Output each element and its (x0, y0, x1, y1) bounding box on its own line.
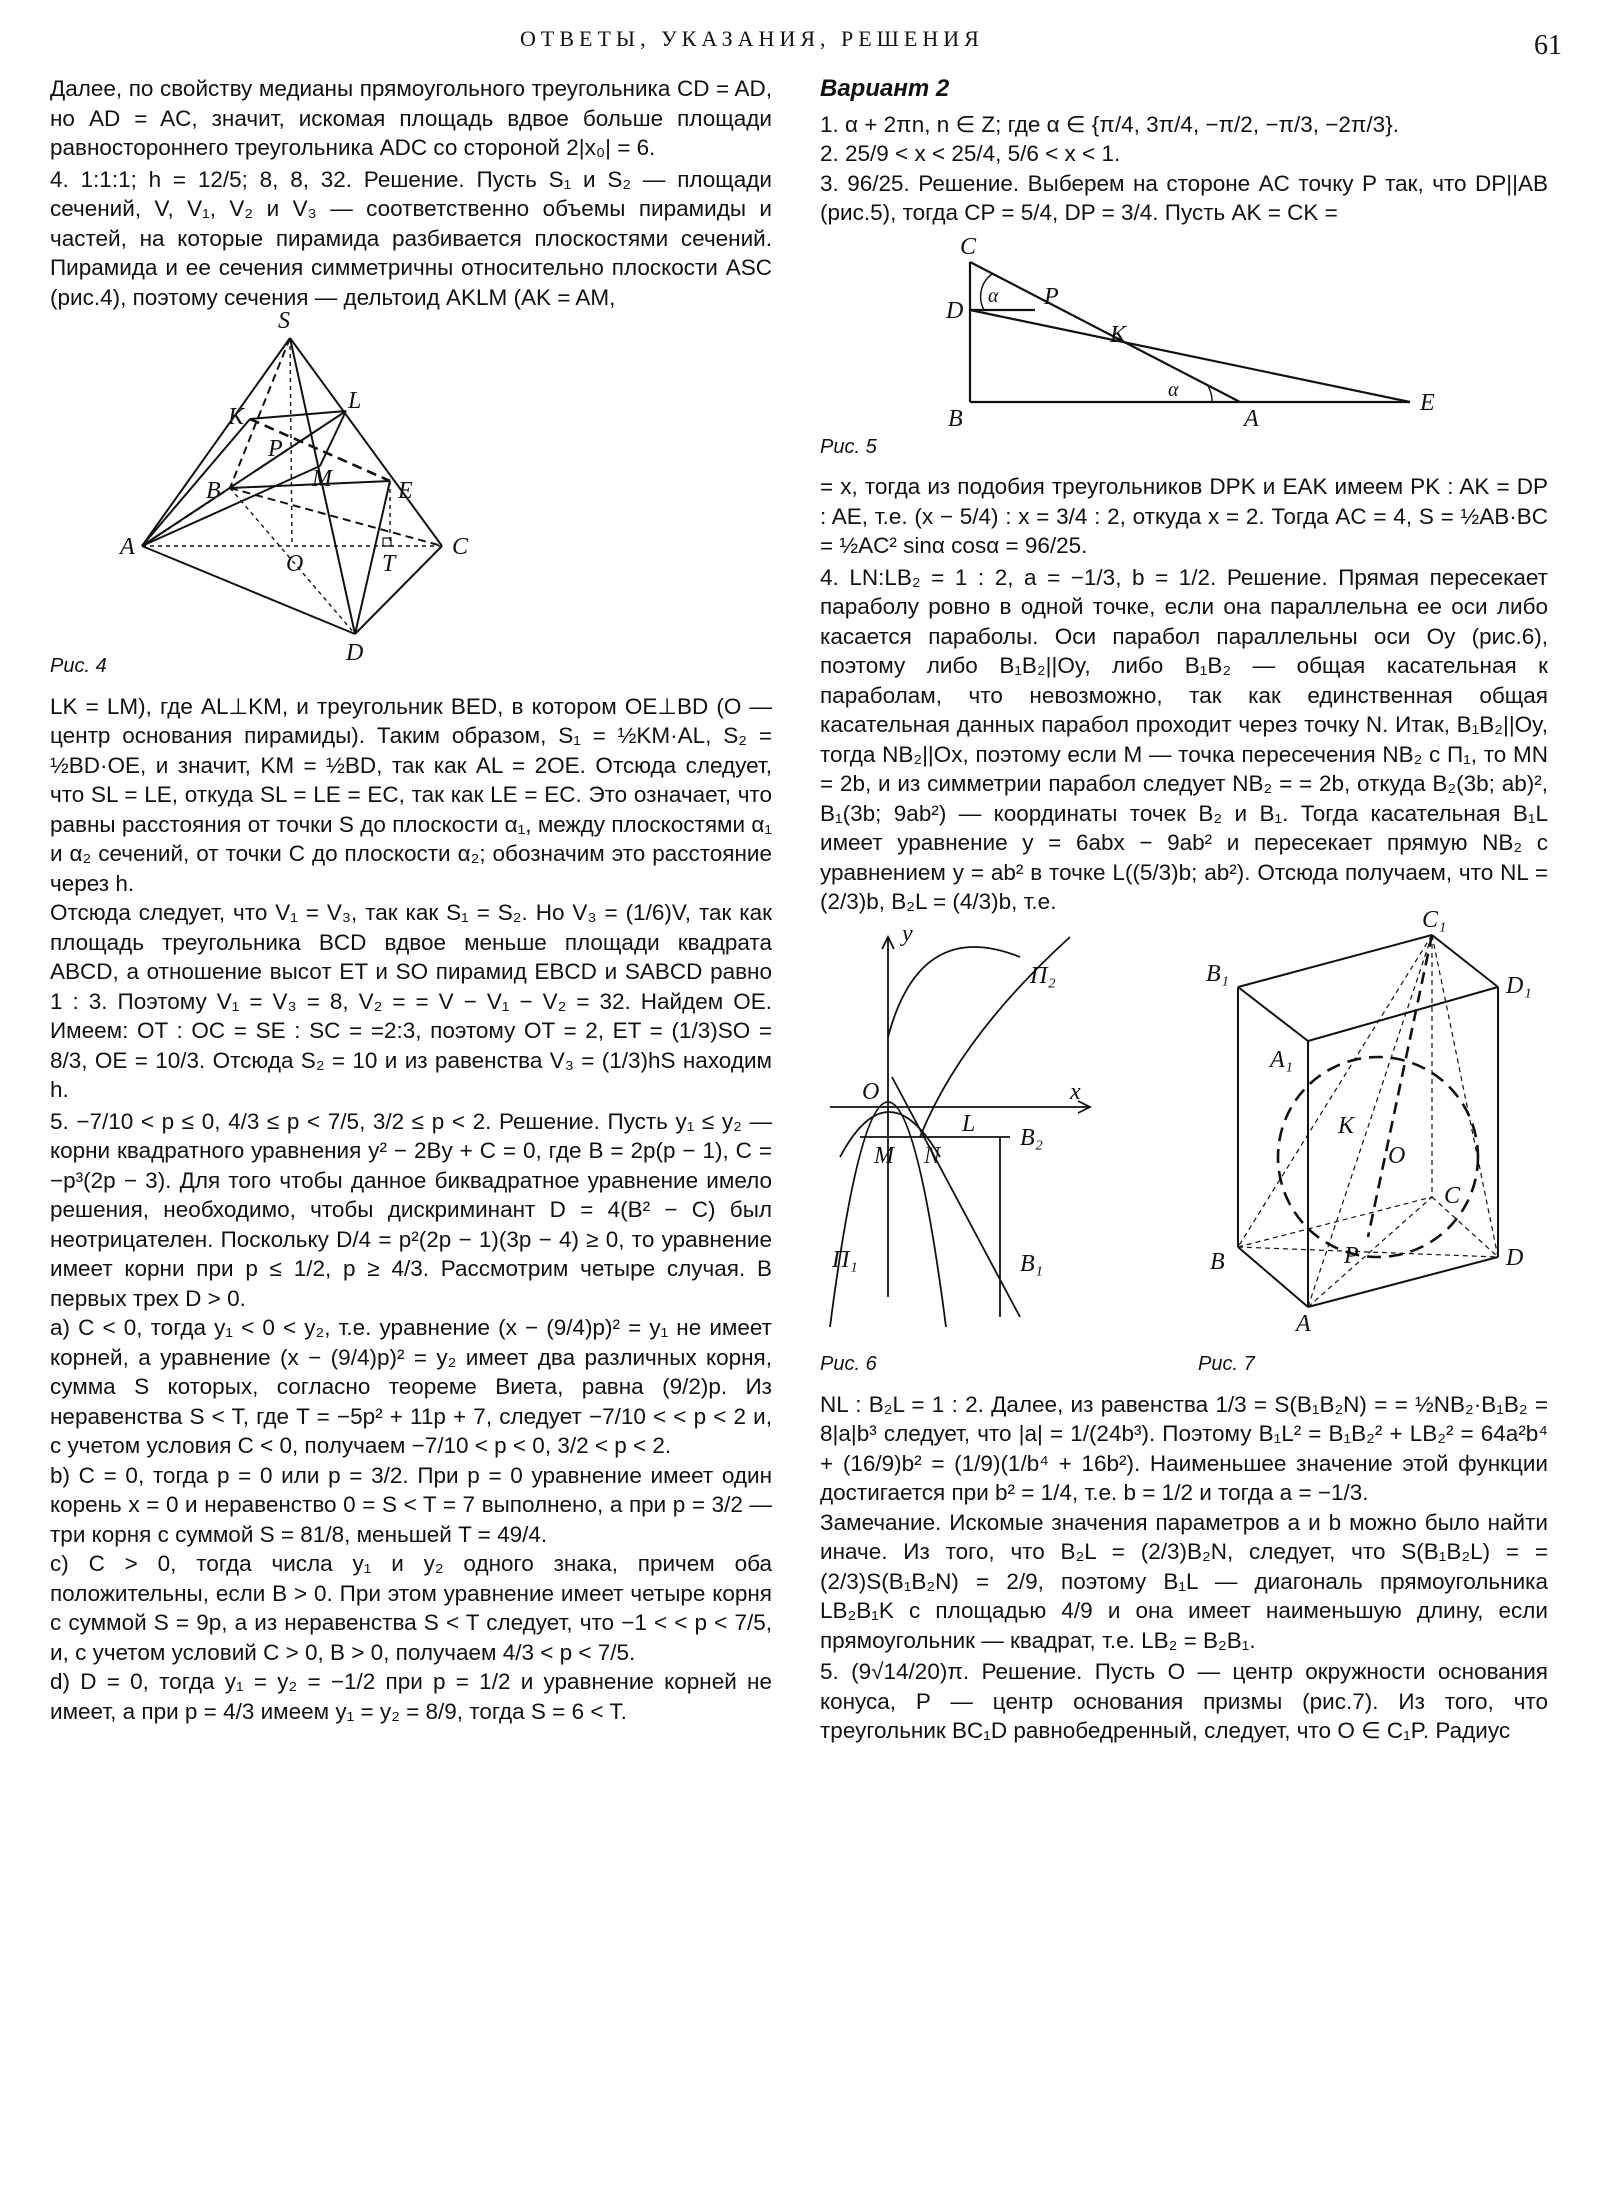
case-c: c) C > 0, тогда числа y₁ и y₂ одного знака, причем оба положительны, если B > 0. При этом уравнение имеет четыре корня с суммой S = 9p, а из неравенства S < T следует, что −1 < < p < 7/5, и, с учетом условий C > 0, B > 0, получаем 4/3 < p < 7/5. (50, 1551, 772, 1665)
fig5-label-K: K (1110, 321, 1127, 348)
answer-4: 4. LN:LB₂ = 1 : 2, a = −1/3, b = 1/2. Решение. Прямая пересекает параболу ровно в одной точке, если она параллельна ее оси либо касается параболы. Оси парабол параллельны оси Oy (рис.6), поэтому либо B₁B₂||Oy, либо B₁B₂ — общая касательная к параболам, что невозможно, так как единственная общая касательная данных парабол проходит через точку N. Итак, B₁B₂||Oy, тогда NB₂||Ox, поэтому если M — точка пересечения NB₂ с Π₁, то MN = 2b, и из симметрии парабол следует NB₂ = = 2b, откуда B₂(3b; ab)², B₁(3b; 9ab²) — координаты точек B₂ и B₁. Тогда касательная B₁L имеет уравнение y = 6abx − 9ab² и пересекает прямую NB₂ с уравнением y = ab² в точке L((5/3)b; ab²). Отсюда получаем, что NL = (2/3)b, B₂L = (4/3)b, т.е. (820, 564, 1548, 914)
fig4-label-L: L (348, 388, 362, 414)
triangle-diagram (820, 232, 1548, 432)
answer-3-cont: = x, тогда из подобия треугольников DPK и EAK имеем PK : AK = DP : AE, т.е. (x − 5/4) : x = 3/4 : 2, откуда x = 2. Тогда AC = 4, S = ½AB·BC = ½AC² sinα cosα = 96/25. (820, 474, 1548, 558)
fig6-label-N: N (924, 1142, 941, 1169)
answer-5: 5. −7/10 < p ≤ 0, 4/3 ≤ p < 7/5, 3/2 ≤ p < 2. Решение. Пусть y₁ ≤ y₂ — корни квадратного уравнения y² − 2By + C = 0, где B = 2p(p − 1), C = −p³(2p − 3). Для того чтобы данное биквадратное уравнение имело решения, необходимо, чтобы дискриминант D = 4(B² − C) был неотрицателен. Поскольку D/4 = p²(2p − 1)(3p − 4) ≥ 0, то уравнение имеет корни при p ≤ 1/2, p ≥ 4/3. Рассмотрим четыре случая. В первых трех D > 0. (50, 1108, 772, 1311)
fig4-label-B: B (206, 478, 221, 504)
fig5-label-A: A (1244, 405, 1259, 432)
fig5-label-P: P (1044, 283, 1059, 310)
answer-3: 3. 96/25. Решение. Выберем на стороне AC точку P так, что DP||AB (рис.5), тогда CP = 5/4, DP = 3/4. Пусть AK = CK = (820, 170, 1548, 225)
figures-6-7 (820, 906, 1548, 1390)
fig4-label-O: O (286, 551, 304, 577)
fig6-label-Pi2: Π₂ (1030, 962, 1056, 989)
figure-6-caption: Рис. 6 (820, 1353, 877, 1375)
figure-5-caption: Рис. 5 (820, 435, 877, 458)
fig6-label-x: x (1070, 1078, 1081, 1105)
fig4-label-M: M (312, 466, 332, 492)
parabola-diagram (820, 917, 1120, 1337)
fig7-label-O: O (1388, 1142, 1406, 1169)
case-d: d) D = 0, тогда y₁ = y₂ = −1/2 при p = 1/2 и уравнение корней не имеет, а при p = 4/3 имеем y₁ = y₂ = 8/9, тогда S = 6 < T. (50, 1669, 772, 1724)
answer-4: 4. 1:1:1; h = 12/5; 8, 8, 32. Решение. Пусть S₁ и S₂ — площади сечений, V, V₁, V₂ и V₃ — соответственно объемы пирамиды и частей, на которые пирамида разбивается плоскостями сечений. Пирамида и ее сечения симметричны относительно плоскости ASC (рис.4), поэтому сечения — дельтоид AKLM (AK = AM, (50, 166, 772, 310)
answer-2: 2. 25/9 < x < 25/4, 5/6 < x < 1. (820, 141, 1121, 166)
case-a: a) C < 0, тогда y₁ < 0 < y₂, т.е. уравнение (x − (9/4)p)² = y₁ не имеет корней, а уравнение (x − (9/4)p)² = y₂ имеет два различных корня, сумма S которых, согласно теореме Виета, равна (9/2)p. Из неравенства S < T, где T = −5p² + 11p + 7, следует −7/10 < < p < 2 и, с учетом условия C < 0, получаем −7/10 < p < 0, 3/2 < p < 2. (50, 1315, 772, 1458)
fig6-label-L: L (962, 1110, 976, 1137)
left-column (50, 74, 772, 1726)
paragraph: Отсюда следует, что V₁ = V₃, так как S₁ = S₂. Но V₃ = (1/6)V, так как площадь треугольника BCD вдвое меньше площади квадрата ABCD, а отношение высот ET и SO пирамид EBCD и SABCD равно 1 : 3. Поэтому V₁ = V₃ = 8, V₂ = = V − V₁ − V₂ = 32. Найдем OE. Имеем: OT : OC = SE : SC = =2:3, поэтому OT = 2, ET = (1/3)SO = 8/3, OE = 10/3. Отсюда S₂ = 10 и из равенства V₃ = (1/3)hS находим h. (50, 900, 772, 1102)
fig7-label-K: K (1338, 1112, 1355, 1139)
fig7-label-C: C (1444, 1182, 1461, 1209)
case-b: b) C = 0, тогда p = 0 или p = 3/2. При p = 0 уравнение имеет один корень x = 0 и неравенство 0 = S < T = 7 выполнено, а при p = 3/2 — три корня с суммой S = 81/8, меньшей T = 49/4. (50, 1462, 772, 1547)
fig7-label-D: D (1506, 1244, 1524, 1271)
figure-7-caption: Рис. 7 (1198, 1353, 1255, 1375)
paragraph: LK = LM), где AL⊥KM, и треугольник BED, в котором OE⊥BD (O — центр основания пирамиды). Таким образом, S₁ = ½KM·AL, S₂ = ½BD·OE, и значит, KM = ½BD, так как AL = 2OE. Отсюда следует, что SL = LE, откуда SL = LE = EC, так как LE = EC. Это означает, что равны расстояния от точки S до плоскости α₁, между плоскостями α₁ и α₂ сечений, от точки C до плоскости α₂; обозначим это расстояние через h. (50, 693, 772, 896)
figure-4-caption: Рис. 4 (50, 655, 107, 677)
fig7-label-P: P (1344, 1242, 1359, 1269)
fig6-label-B1: B₁ (1020, 1250, 1044, 1277)
fig7-label-C1: C₁ (1422, 906, 1447, 933)
fig4-label-C: C (452, 534, 469, 560)
fig6-label-B2: B₂ (1020, 1124, 1044, 1151)
variant-heading: Вариант 2 (820, 75, 950, 102)
fig6-label-y: y (902, 920, 913, 947)
fig7-label-B: B (1210, 1248, 1225, 1275)
right-column (820, 74, 1548, 1746)
running-head: ОТВЕТЫ, УКАЗАНИЯ, РЕШЕНИЯ (520, 26, 984, 51)
fig5-label-alpha-bottom: α (1168, 378, 1179, 401)
fig5-label-C: C (960, 233, 977, 260)
fig4-label-S: S (278, 308, 290, 334)
fig4-label-E: E (398, 478, 413, 504)
fig4-label-T: T (382, 551, 396, 577)
fig7-label-A: A (1296, 1310, 1311, 1337)
figure-5 (820, 232, 1548, 432)
paragraph: Далее, по свойству медианы прямоугольного треугольника CD = AD, но AD = AC, значит, искомая площадь вдвое больше площади равностороннего треугольника ADC со стороной 2|x₀| = 6. (50, 76, 772, 160)
fig6-label-O: O (862, 1078, 880, 1105)
remark: Замечание. Искомые значения параметров a и b можно было найти иначе. Из того, что B₂L = (2/3)B₂N, следует, что S(B₁B₂L) = = (2/3)S(B₁B₂N) = 2/9, поэтому B₁L — диагональ прямоугольника LB₂B₁K с площадью 4/9 и она имеет наименьшую длину, если прямоугольник — квадрат, т.е. LB₂ = B₂B₁. (820, 1509, 1548, 1653)
fig5-label-E: E (1420, 389, 1435, 416)
page-number: 61 (1534, 30, 1562, 61)
fig5-label-alpha-top: α (988, 284, 999, 307)
fig5-label-D: D (946, 297, 964, 324)
answer-5: 5. (9√14/20)π. Решение. Пусть O — центр окружности основания конуса, P — центр основания призмы (рис.7). Из того, что треугольник BC₁D равнобедренный, следует, что O ∈ C₁P. Радиус (820, 1659, 1548, 1743)
fig7-label-A1: A₁ (1270, 1046, 1294, 1073)
figure-6 (820, 917, 1120, 1390)
fig7-label-B1: B₁ (1206, 960, 1230, 987)
fig4-label-K: K (228, 404, 245, 430)
fig4-label-D: D (346, 640, 364, 666)
fig4-label-P: P (268, 436, 283, 462)
fig5-label-B: B (948, 405, 963, 432)
fig6-label-M: M (874, 1142, 894, 1169)
fig6-label-Pi1: Π₁ (832, 1246, 858, 1273)
answer-1: 1. α + 2πn, n ∈ Z; где α ∈ {π/4, 3π/4, −π/2, −π/3, −2π/3}. (820, 111, 1399, 137)
page-header (0, 26, 1600, 66)
answer-4-cont: NL : B₂L = 1 : 2. Далее, из равенства 1/3 = S(B₁B₂N) = = ½NB₂·B₁B₂ = 8|a|b³ следует, что |a| = 1/(24b³). Поэтому B₁L² = B₁B₂² + LB₂² = 64a²b⁴ + (16/9)b² = (1/9)(1/b⁴ + 16b²). Наименьшее значение этой функции достигается при b² = 1/4, т.е. b = 1/2 и тогда a = −1/3. (820, 1391, 1548, 1505)
fig7-label-D1: D₁ (1506, 972, 1532, 999)
fig4-label-A: A (120, 534, 135, 560)
prism-cone-diagram (1198, 906, 1548, 1337)
figure-7 (1198, 906, 1548, 1390)
